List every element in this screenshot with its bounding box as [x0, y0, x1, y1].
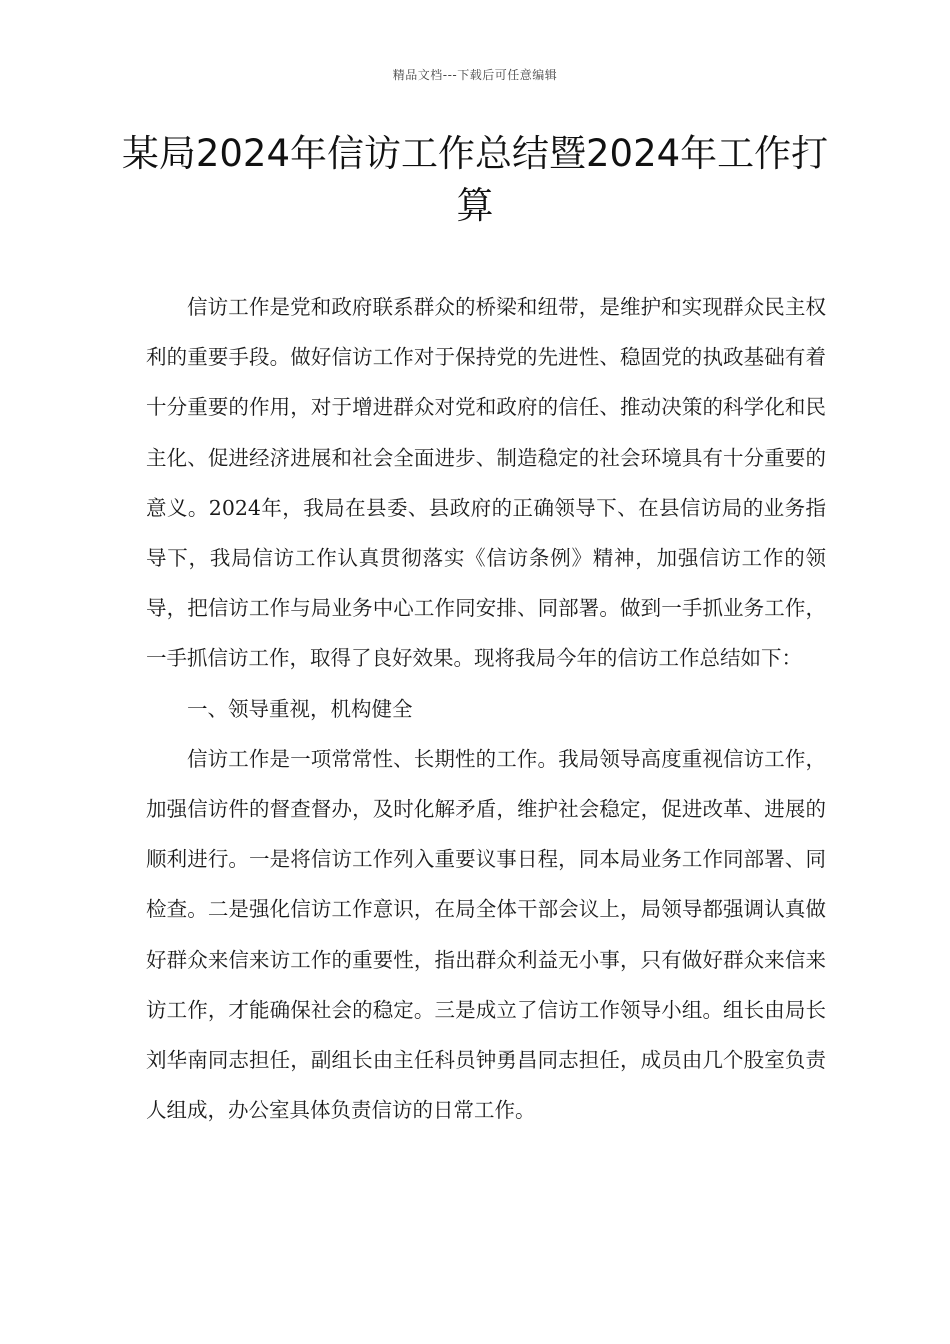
- header-note: 精品文档---下载后可任意编辑: [392, 68, 558, 82]
- paragraph-section-1: 信访工作是一项常常性、长期性的工作。我局领导高度重视信访工作，加强信访件的督查督办，及时化解矛盾，维护社会稳定，促进改革、进展的顺利进行。一是将信访工作列入重要议事日程，同本局业务工作同部署、同检查。二是强化信访工作意识，在局全体干部会议上，局领导都强调认真做好群众来信来访工作的重要性，指出群众利益无小事，只有做好群众来信来访工作，才能确保社会的稳定。三是成立了信访工作领导小组。组长由局长刘华南同志担任，副组长由主任科员钟勇昌同志担任，成员由几个股室负责人组成，办公室具体负责信访的日常工作。: [146, 746, 826, 1123]
- section-heading-1: 一、领导重视，机构健全: [187, 696, 413, 721]
- document-title: 某局2024年信访工作总结暨2024年工作打算: [121, 132, 829, 227]
- paragraph-intro: 信访工作是党和政府联系群众的桥梁和纽带，是维护和实现群众民主权利的重要手段。做好信访工作对于保持党的先进性、稳固党的执政基础有着十分重要的作用，对于增进群众对党和政府的信任、推动决策的科学化和民主化、促进经济进展和社会全面进步、制造稳定的社会环境具有十分重要的意义。2024年，我局在县委、县政府的正确领导下、在县信访局的业务指导下，我局信访工作认真贯彻落实《信访条例》精神，加强信访工作的领导，把信访工作与局业务中心工作同安排、同部署。做到一手抓业务工作，一手抓信访工作，取得了良好效果。现将我局今年的信访工作总结如下：: [146, 295, 826, 671]
- document-body: [146, 282, 826, 1135]
